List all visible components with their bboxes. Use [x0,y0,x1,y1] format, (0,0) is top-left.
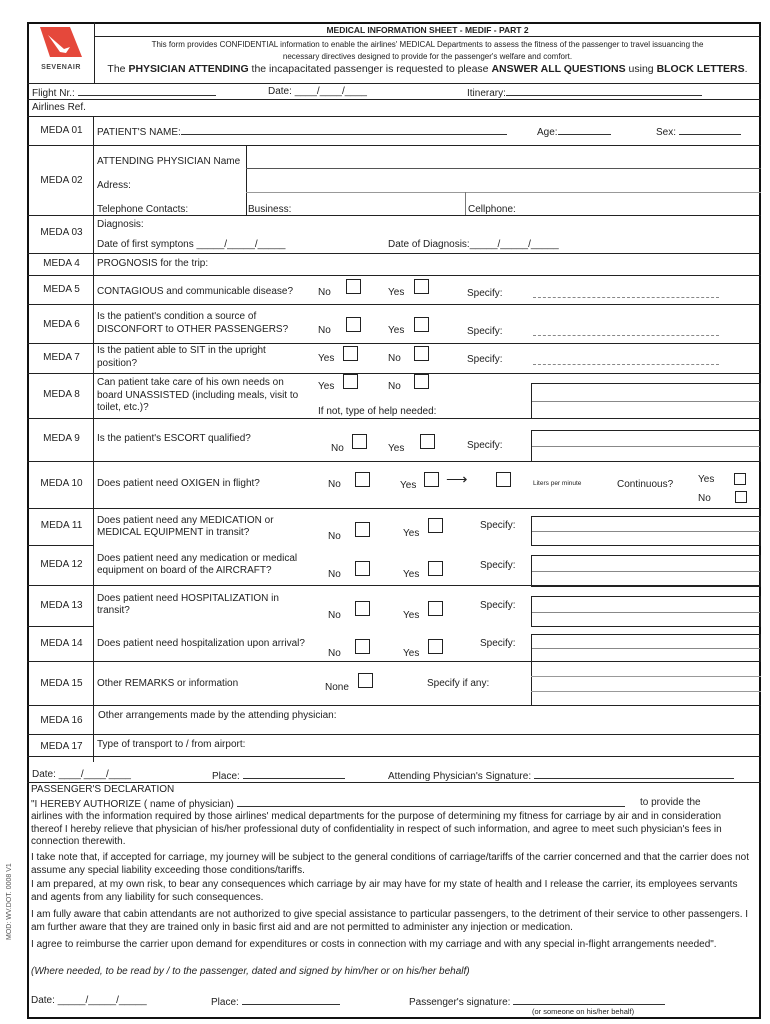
passenger-signature-field[interactable]: Passenger's signature: [409,995,665,1009]
meda10-yes-checkbox[interactable] [424,472,439,487]
meda7-question-line2: position? [97,358,138,369]
meda12-specify-label: Specify: [480,560,516,571]
signature-note: (or someone on his/her behalf) [532,1007,635,1016]
meda15-none-checkbox[interactable] [358,673,373,688]
logo-text: SEVENAIR [41,64,81,71]
telephone-label: Telephone Contacts: [97,204,189,215]
meda8-question-line1: Can patient take care of his own needs on [97,377,284,388]
declaration-title: PASSENGER'S DECLARATION [31,784,175,795]
meda5-no-checkbox[interactable] [346,279,361,294]
meda7-code: MEDA 7 [43,352,80,363]
diagnosis-date-field[interactable]: Date of Diagnosis:_____/_____/_____ [388,239,559,250]
meda03-code: MEDA 03 [40,227,83,238]
meda12-question-line2: equipment on board of the AIRCRAFT? [97,565,272,576]
meda13-specify-label: Specify: [480,600,516,611]
meda6-question-line1: Is the patient's condition a source of [97,311,257,322]
meda7-no-label: No [388,353,401,364]
form-title: MEDICAL INFORMATION SHEET - MEDIF - PART 2 [326,25,529,35]
meda15-code: MEDA 15 [40,678,83,689]
meda7-question-line1: Is the patient able to SIT in the upright [97,345,266,356]
meda17-code: MEDA 17 [40,741,83,752]
declaration-paragraph-3: I am prepared, at my own risk, to bear any consequences which carriage by air may have for my state of health and I release the carrier, its employees servants and agents from any liability for such consequences. [31,879,738,903]
authorize-suffix: to provide the [640,797,701,808]
meda4-code: MEDA 4 [43,258,80,269]
continuous-yes-label: Yes [698,474,715,485]
declaration-paragraph-4: I am fully aware that cabin attendants are not authorized to give special assistance to particular passengers, to the detriment of their service to other passengers. I am further aware that they are trained only in basic first aid and are not permitted to administer any injection or medication. [31,909,749,933]
meda8-code: MEDA 8 [43,389,80,400]
meda7-specify-input[interactable] [533,364,719,365]
flight-number-field[interactable]: Flight Nr.: [32,86,216,100]
meda15-none-label: None [325,682,349,693]
transport-field[interactable]: Type of transport to / from airport: [97,739,246,750]
liters-per-minute-input[interactable] [496,472,511,487]
meda8-question-line3: toilet, etc.)? [97,402,149,413]
meda9-no-label: No [331,443,344,454]
meda12-yes-checkbox[interactable] [428,561,443,576]
meda14-yes-label: Yes [403,648,420,659]
meda8-help-input[interactable] [531,383,761,419]
meda12-question-line1: Does patient need any medication or medical [97,553,298,564]
meda10-yes-label: Yes [400,480,417,491]
meda12-yes-label: Yes [403,569,420,580]
meda6-yes-label: Yes [388,325,405,336]
declaration-paragraph-1: airlines with the information required by those airlines' medical departments for the purpose of determining my fitness for carriage by air and in consideration thereof I hereby relieve that physician of his/her professional duty of confidentiality in respect of such information, and agree to meet such physician's fees in connection therewith. [31,811,722,847]
meda8-no-label: No [388,381,401,392]
declaration-note: (Where needed, to be read by / to the passenger, dated and signed by him/her or on his/her behalf) [31,966,470,977]
meda7-yes-label: Yes [318,353,335,364]
meda7-specify-label: Specify: [467,354,503,365]
meda11-question-line2: MEDICAL EQUIPMENT in transit? [97,527,250,538]
meda15-specify-input[interactable] [532,662,760,705]
meda13-no-label: No [328,610,341,621]
meda14-code: MEDA 14 [40,638,83,649]
meda13-question-line2: transit? [97,605,130,616]
form-code: MOD: WV.DOT. 0008 V1 [6,863,13,940]
meda10-code: MEDA 10 [40,478,83,489]
meda14-question: Does patient need hospitalization upon arrival? [97,638,305,649]
meda15-question: Other REMARKS or information [97,678,239,689]
meda5-yes-label: Yes [388,287,405,298]
meda8-yes-checkbox[interactable] [343,374,358,389]
meda13-yes-checkbox[interactable] [428,601,443,616]
diagnosis-field[interactable]: Diagnosis: [97,219,144,230]
meda7-no-checkbox[interactable] [414,346,429,361]
meda6-question-line2: DISCONFORT to OTHER PASSENGERS? [97,324,289,335]
meda11-yes-label: Yes [403,528,420,539]
meda01-code: MEDA 01 [40,125,83,136]
passenger-date-field[interactable]: Date: _____/_____/_____ [31,995,147,1006]
other-arrangements-field[interactable]: Other arrangements made by the attending physician: [98,710,337,721]
meda9-specify-input[interactable] [531,430,761,462]
meda13-code: MEDA 13 [40,600,83,611]
intro-line-1: This form provides CONFIDENTIAL information to enable the airlines' MEDICAL Departments to assess the fitness of the passenger to travel issuancing the [151,40,704,49]
meda9-yes-checkbox[interactable] [420,434,435,449]
meda13-question-line1: Does patient need HOSPITALIZATION in [97,593,279,604]
cellphone-field[interactable]: Cellphone: [468,204,516,215]
meda11-code: MEDA 11 [40,520,83,531]
meda6-no-checkbox[interactable] [346,317,361,332]
meda11-question-line1: Does patient need any MEDICATION or [97,515,274,526]
meda5-yes-checkbox[interactable] [414,279,429,294]
declaration-paragraph-2: I take note that, if accepted for carriage, my journey will be subject to the general conditions of carriage/tariffs of the carrier concerned and that the carrier does not assume any special liability exceeding those conditions/tariffs. [31,852,749,876]
meda5-no-label: No [318,287,331,298]
meda9-yes-label: Yes [388,443,405,454]
itinerary-field[interactable]: Itinerary: [467,86,702,100]
meda6-yes-checkbox[interactable] [414,317,429,332]
meda11-no-label: No [328,531,341,542]
meda9-no-checkbox[interactable] [352,434,367,449]
meda14-no-checkbox[interactable] [355,639,370,654]
meda5-specify-label: Specify: [467,288,503,299]
physician-place-field[interactable]: Place: [212,769,345,783]
business-phone-field[interactable]: Business: [248,204,292,215]
meda02-code: MEDA 02 [40,175,83,186]
physician-authorization-field[interactable]: "I HEREBY AUTHORIZE ( name of physician) [31,797,625,811]
declaration-paragraph-5: I agree to reimburse the carrier upon demand for expenditures or costs in connection with my carriage and with any special in-flight arrangements needed". [31,939,717,950]
meda5-specify-input[interactable] [533,297,719,298]
airlines-ref-field[interactable]: Airlines Ref. [32,102,86,113]
address-input[interactable] [247,169,760,191]
meda12-no-checkbox[interactable] [355,561,370,576]
meda16-code: MEDA 16 [40,715,83,726]
meda6-no-label: No [318,325,331,336]
meda11-specify-input[interactable] [531,516,761,546]
meda8-question-line2: board UNASSISTED (including meals, visit to [97,390,299,401]
arrow-right-icon: ⟶ [446,471,468,488]
prognosis-field[interactable]: PROGNOSIS for the trip: [97,258,209,269]
meda12-no-label: No [328,569,341,580]
address-label: Adress: [97,180,131,191]
meda6-specify-input[interactable] [533,335,719,336]
meda9-question: Is the patient's ESCORT qualified? [97,433,251,444]
meda8-help-label: If not, type of help needed: [318,406,437,417]
meda8-yes-label: Yes [318,381,335,392]
continuous-yes-checkbox[interactable] [734,473,746,485]
meda14-specify-input[interactable] [531,634,761,662]
continuous-no-checkbox[interactable] [735,491,747,503]
meda9-specify-label: Specify: [467,440,503,451]
meda5-question: CONTAGIOUS and communicable disease? [97,286,294,297]
meda10-question: Does patient need OXIGEN in flight? [97,478,260,489]
meda13-no-checkbox[interactable] [355,601,370,616]
meda10-no-checkbox[interactable] [355,472,370,487]
physician-name-label: ATTENDING PHYSICIAN Name [97,156,241,167]
meda7-yes-checkbox[interactable] [343,346,358,361]
meda11-yes-checkbox[interactable] [428,518,443,533]
intro-line-2: necessary directives designed to provide for the passenger's welfare and comfort. [282,52,573,61]
continuous-label: Continuous? [617,479,674,490]
date-field[interactable]: Date: ____/____/____ [268,86,367,97]
meda10-no-label: No [328,479,341,490]
meda11-specify-label: Specify: [480,520,516,531]
meda6-code: MEDA 6 [43,319,80,330]
continuous-no-label: No [698,493,711,504]
patient-name-field[interactable]: PATIENT'S NAME: [97,125,507,139]
meda13-specify-input[interactable] [531,596,761,627]
meda15-specify-label: Specify if any: [427,678,490,689]
physician-date-field[interactable]: Date: ____/____/____ [32,769,131,780]
meda12-code: MEDA 12 [40,559,83,570]
first-symptoms-date-field[interactable]: Date of first symptons _____/_____/_____ [97,239,286,250]
meda13-yes-label: Yes [403,610,420,621]
passenger-place-field[interactable]: Place: [211,995,340,1009]
instruction: The PHYSICIAN ATTENDING the incapacitated passenger is requested to please ANSWER ALL QUESTIONS using BLOCK LETTERS. [107,63,748,75]
liters-per-minute-label: Liters per minute [533,480,582,487]
sex-field[interactable]: Sex: [656,125,741,139]
physician-name-input[interactable] [247,146,760,168]
meda5-code: MEDA 5 [43,284,80,295]
meda6-specify-label: Specify: [467,326,503,337]
meda12-specify-input[interactable] [531,555,761,587]
meda9-code: MEDA 9 [43,433,80,444]
meda14-yes-checkbox[interactable] [428,639,443,654]
meda8-no-checkbox[interactable] [414,374,429,389]
physician-signature-field[interactable]: Attending Physician's Signature: [388,769,734,783]
meda14-specify-label: Specify: [480,638,516,649]
age-field[interactable]: Age: [537,125,611,139]
meda11-no-checkbox[interactable] [355,522,370,537]
meda14-no-label: No [328,648,341,659]
